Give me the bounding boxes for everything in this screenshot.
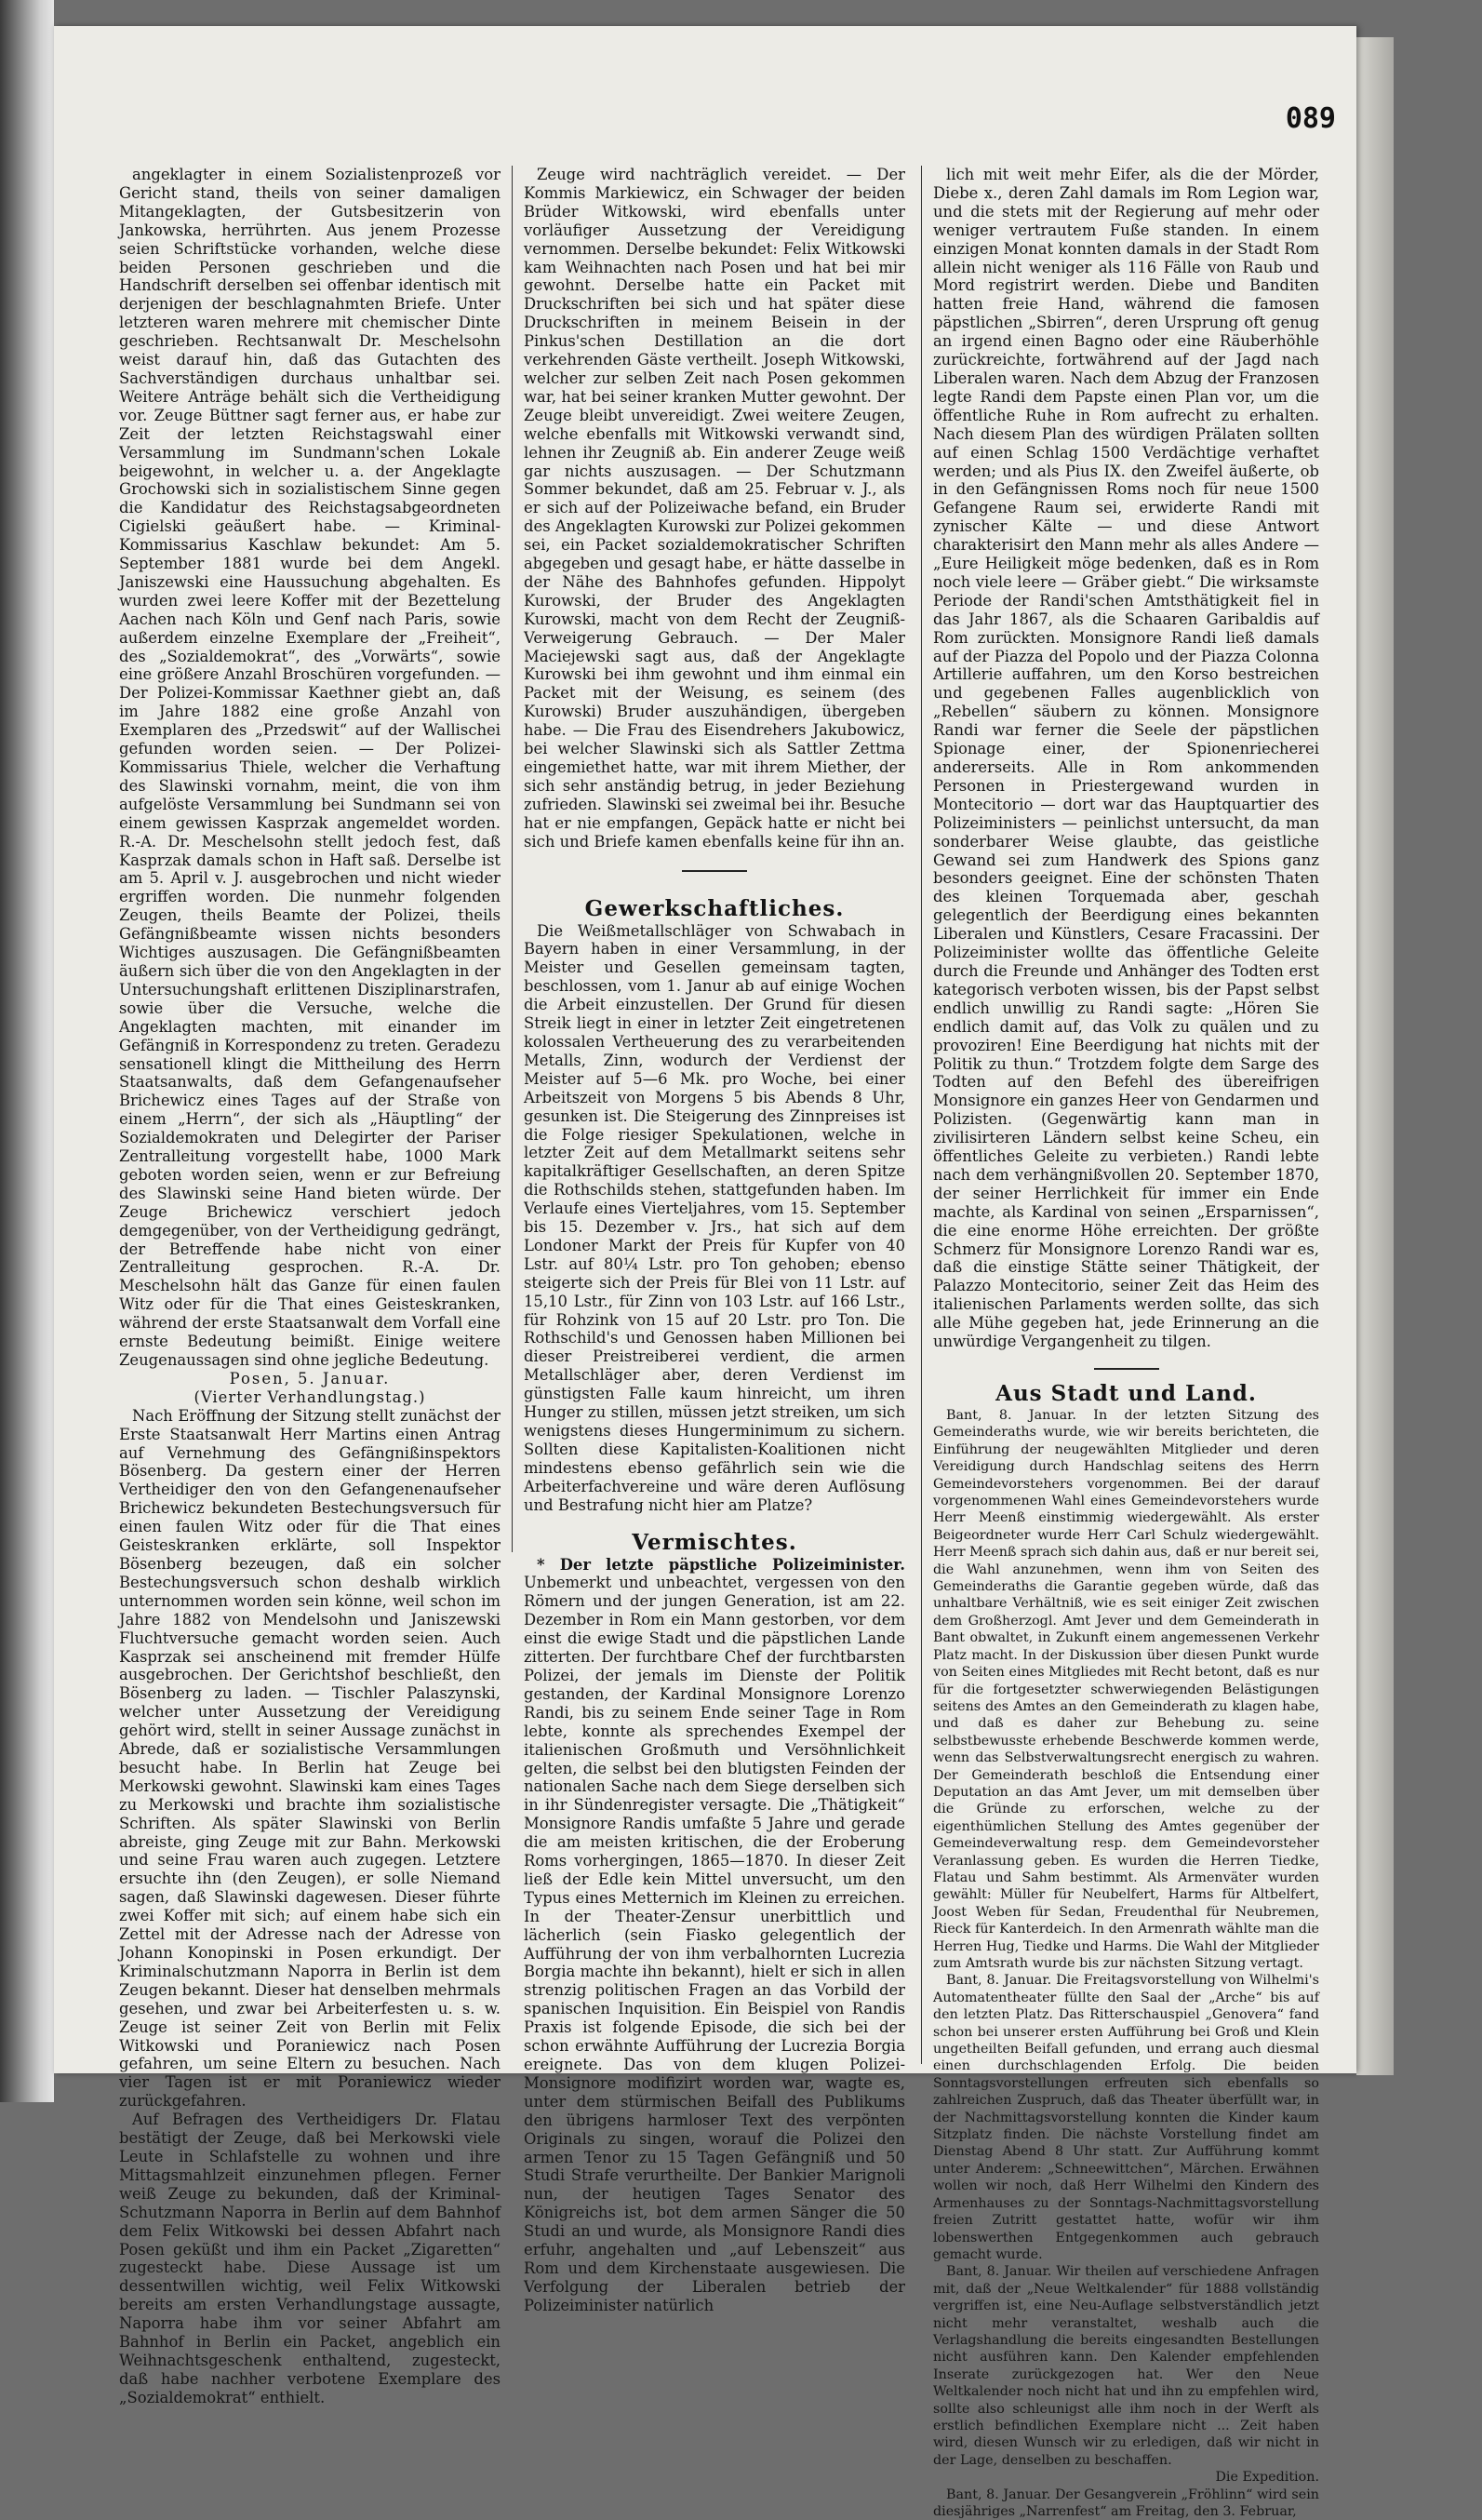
dateline: Posen, 5. Januar. — [229, 1369, 391, 1387]
column-rule — [512, 166, 513, 1552]
article-paragraph: Die Weißmetallschläger von Schwabach in Bayern haben in einer Versammlung, in der Meister und Gesellen gemeinsam tagten, beschlossen, vom 1. Janur ab auf einige Wochen die Arbeit einzustellen. Der Grund für diesen Streik liegt in einer in letzter Zeit eingetretenen kolossalen Vertheuerung des zu verarbeitenden Metalls, Zinn, wodurch der Verdienst der Meister auf 5—6 Mk. pro Woche, bei einer Arbeitszeit von Morgens 5 bis Abends 8 Uhr, gesunken ist. Die Steigerung des Zinnpreises ist die Folge riesiger Spekulationen, welche in letzter Zeit auf dem Metallmarkt seitens sehr kapitalkräftiger Gesellschaften, an deren Spitze die Rothschilds stehen, stattgefunden haben. Im Verlaufe eines Vierteljahres, vom 15. September bis 15. Dezember v. Jrs., hat sich auf dem Londoner Markt der Preis für Kupfer von 40 Lstr. auf 80¼ Lstr. pro Ton gehoben; ebenso steigerte sich der Preis für Blei von 11 Lstr. auf 15,10 Lstr., für Zinn von 103 Lstr. auf 166 Lstr., für Rohzink von 15 auf 20 Lstr. pro Ton. Die Rothschild's und Genossen haben Millionen bei dieser Preistreiberei verdient, die armen Metallschläger aber, deren Verdienst im günstigsten Falle kaum hinreicht, um ihren Hunger zu stillen, müssen jetzt streiken, um sich wenigstens dieses Hungerminimum zu sichern. Sollten diese Kapitalisten-Koalitionen nicht mindestens ebenso gefährlich sein wie die Arbeiterfachvereine und wäre deren Auflösung und Bestrafung nicht hier am Platze? — [524, 921, 905, 1514]
article-paragraph: Zeuge wird nachträglich vereidet. — Der Kommis Markiewicz, ein Schwager der beiden Brüder Witkowski, wird ebenfalls unter vorläufiger Aussetzung der Vereidigung vernommen. Derselbe bekundet: Felix Witkowski kam Weihnachten nach Posen und hat bei mir gewohnt. Derselbe hatte ein Packet mit Druckschriften bei sich und hat später diese Druckschriften in meinem Beisein in der Pinkus'schen Destillation an die dort verkehrenden Gäste vertheilt. Joseph Witkowski, welcher zur selben Zeit nach Posen gekommen war, hat bei seiner kranken Mutter gewohnt. Der Zeuge bleibt unvereidigt. Zwei weitere Zeugen, welche ebenfalls mit Witkowski verwandt sind, lehnen ihr Zeugniß ab. Ein anderer Zeuge weiß gar nichts auszusagen. — Der Schutzmann Sommer bekundet, daß am 25. Februar v. J., als er sich auf der Polizeiwache befand, ein Bruder des Angeklagten Kurowski zur Polizei gekommen sei, ein Packet sozialdemokratischer Schriften abgegeben und gesagt habe, er hätte dasselbe in der Nähe des Bahnhofes gefunden. Hippolyt Kurowski, der Bruder des Angeklagten Kurowski, macht von dem Recht der Zeugniß-Verweigerung Gebrauch. — Der Maler Maciejewski sagt aus, daß der Angeklagte Kurowski bei ihm gewohnt und ihm einmal ein Packet mit der Weisung, es seinem (des Kurowski) Bruder auszuhändigen, übergeben habe. — Die Frau des Eisendrehers Jakubowicz, bei welcher Slawinski sich als Sattler Zettma eingemiethet hatte, war mit ihrem Miether, der sich sehr anständig betrug, in jeder Beziehung zufrieden. Slawinski sei zweimal bei ihr. Besuche hat er nie empfangen, Gepäck hatte er nicht bei sich und Briefe kamen ebenfalls keine für ihn an. — [524, 166, 905, 851]
section-title-vermischtes: Vermischtes. — [632, 1529, 797, 1555]
newspaper-page — [54, 26, 1356, 2519]
article-paragraph: lich mit weit mehr Eifer, als die der Mörder, Diebe x., deren Zahl damals im Rom Legion war, und die stets mit der Regierung auf mehr oder weniger vertrautem Fuße standen. In einem einzigen Monat konnten damals in der Stadt Rom allein nicht weniger als 116 Fälle von Raub und Mord registrirt werden. Diebe und Banditen hatten freie Hand, während die famosen päpstlichen „Sbirren“, deren Ursprung oft genug an irgend einen Bagno oder eine Räuberhöhle zurückreichte, fortwährend auf der Jagd nach Liberalen waren. Nach dem Abzug der Franzosen legte Randi dem Papste einen Plan vor, um die öffentliche Ruhe in Rom aufrecht zu erhalten. Nach diesem Plan des würdigen Prälaten sollten auf einen Schlag 1500 Verdächtige verhaftet werden; und als Pius IX. den Zweifel äußerte, ob in den Gefängnissen Roms noch für neue 1500 Gefangene Raum sei, erwiderte Randi mit zynischer Kälte — und diese Antwort charakterisirt den Mann mehr als alles Andere — „Eure Heiligkeit möge bedenken, daß es in Rom noch viele leere — Gräber giebt.“ Die wirksamste Periode der Randi'schen Amtsthätigkeit fiel in das Jahr 1867, als die Schaaren Garibaldis auf Rom zurückten. Monsignore Randi ließ damals auf der Piazza del Popolo und der Piazza Colonna Artillerie auffahren, um den Korso bestreichen und gegebenen Falles augenblicklich von „Rebellen“ säubern zu können. Monsignore Randi war ferner die Seele der päpstlichen Spionage einer, der Spionenriecherei andererseits. Alle in Rom ankommenden Personen in Priestergewand wurden in Montecitorio — dort war das Hauptquartier des Polizeiministers — peinlichst untersucht, da man sonderbarer Weise glaubte, das geistliche Gewand sei zum Handwerk des Spions ganz besonders geeignet. Eine der schönsten Thaten des kleinen Torquemada aber, geschah gelegentlich der Beerdigung eines bekannten Liberalen und Künstlers, Cesare Fracassini. Der Polizeiminister wollte das öffentliche Geleite durch die Freunde und Anhänger des Todten erst kategorisch verboten wissen, bis der Papst selbst endlich unwillig zu Randi sagte: „Hören Sie endlich damit auf, das Volk zu quälen und zu provoziren! Eine Beerdigung hat nichts mit der Politik zu thun.“ Trotzdem folgte dem Sarge des Todten auf den Befehl des übereifrigen Monsignore ein ganzes Heer von Gendarmen und Polizisten. (Gegenwärtig kann man in zivilisirteren Ländern selbst keine Scheu, ein öffentliches Geleite zu verbieten.) Randi lebte nach dem verhängnißvollen 20. September 1870, der seiner Herrlichkeit für immer ein Ende machte, als Kardinal von seinen „Ersparnissen“, die eine enorme Höhe erreichten. Der größte Schmerz für Monsignore Lorenzo Randi war es, daß die einstige Stätte seiner Thätigkeit, der Palazzo Montecitorio, seiner Zeit das Heim des italienischen Parlaments werden sollte, das sich alle Mühe gegeben hat, jede Erinnerung an die unwürdige Vergangenheit zu tilgen. — [933, 166, 1319, 1351]
section-divider — [1094, 1368, 1159, 1370]
page-number: 089 — [1285, 102, 1336, 135]
article-paragraph: Auf Befragen des Vertheidigers Dr. Flatau bestätigt der Zeuge, daß bei Merkowski viele Leute in Schlafstelle zu wohnen und ihre Mittagsmahlzeit einzunehmen pflegen. Ferner weiß Zeuge zu bekunden, daß der Kriminal-Schutzmann Naporra in Berlin auf dem Bahnhof dem Felix Witkowski bei dessen Abfahrt nach Posen geküßt und ihm ein Packet „Zigaretten“ zugesteckt habe. Diese Aussage ist um dessentwillen wichtig, weil Felix Witkowski bereits am ersten Verhandlungstage aussagte, Naporra habe ihm vor seiner Abfahrt am Bahnhof in Berlin ein Packet, angeblich ein Weihnachtsgeschenk enthaltend, zugesteckt, daß habe nachher verbotene Exemplare des „Sozialdemokrat“ enthielt. — [119, 2111, 501, 2406]
local-news — [933, 1407, 1319, 2520]
article-text: Unbemerkt und unbeachtet, vergessen von den Römern und der jungen Generation, ist am 22. Dezember in Rom ein Mann gestorben, vor dem einst die ewige Stadt und die päpstlichen Lande zitterten. Der furchtbare Chef der furchtbarsten Polizei, der jemals im Dienste der Politik gestanden, der Kardinal Monsignore Lorenzo Randi, bis zu seinem Ende seiner Tage in Rom lebte, konnte als sprechendes Exempel der italienischen Großmuth und Versöhnlichkeit gelten, die selbst bei den blutigsten Feinden der nationalen Sache nach dem Siege derselben sich in ihr Sündenregister versagte. Die „Thätigkeit“ Monsignore Randis umfaßte 5 Jahre und gerade die am meisten kritischen, die der Eroberung Roms vorhergingen, 1865—1870. In dieser Zeit ließ der Edle kein Mittel unversucht, um den Typus eines Metternich im Kleinen zu erreichen. In der Theater-Zensur unerbittlich und lächerlich (sein Fiasko gelegentlich der Aufführung der von ihm verbalhornten Lucrezia Borgia machte ihn bekannt), hielt er sich in allen strenzig politischen Fragen an das Vorbild der spanischen Inquisition. Ein Beispiel von Randis Praxis ist folgende Episode, die sich bei der schon erwähnte Aufführung der Lucrezia Borgia ereignete. Das von dem klugen Polizei-Monsignore modifizirt worden war, wagte es, unter dem stürmischen Beifall des Publikums den übrigens harmloser Text des verpönten Originals zu singen, worauf die Polizei den armen Tenor zu 15 Tagen Gefängniß und 50 Studi Strafe verurtheilte. Der Bankier Marignoli nun, der heutigen Tages Senator des Königreichs ist, bot dem armen Sänger die 50 Studi an und wurde, als Monsignore Randi dies erfuhr, angehalten und „auf Lebenszeit“ aus Rom und dem Kirchenstaate ausgewiesen. Die Verfolgung der Liberalen betrieb der Polizeiminister natürlich — [524, 1574, 905, 2314]
article-paragraph: Nach Eröffnung der Sitzung stellt zunächst der Erste Staatsanwalt Herr Martins einen Antrag auf Vernehmung des Gefängnißinspektors Bösenberg. Da gestern einer der Herren Vertheidiger den von den Gefangenenaufseher Brichewicz bekundeten Bestechungsversuch für einen faulen Witz oder für die That eines Geisteskranken erklärte, soll Inspektor Bösenberg bezeugen, daß ein solcher Bestechungsversuch schon deshalb wirklich unternommen worden sein könne, weil schon im Jahre 1882 von Mendelsohn und Janiszewski Fluchtversuche gemacht worden seien. Auch Kasprzak sei anscheinend mit fremder Hülfe ausgebrochen. Der Gerichtshof beschließt, den Bösenberg zu laden. — Tischler Palaszynski, welcher unter Aussetzung der Vereidigung gehört wird, stellt in seiner Aussage zunächst in Abrede, daß er sozialistische Versammlungen besucht habe. In Berlin hat Zeuge bei Merkowski gewohnt. Slawinski kam eines Tages zu Merkowski und brachte ihm sozialistische Schriften. Als später Slawinski von Berlin abreiste, ging Zeuge mit zur Bahn. Merkowski und seine Frau waren auch zugegen. Letztere ersuchte ihn (den Zeugen), er solle Niemand sagen, daß Slawinski dagewesen. Dieser führte zwei Koffer mit sich; auf einem habe sich ein Zettel mit der Adresse nach der Adresse von Johann Konopinski in Posen erkundigt. Der Kriminalschutzmann Naporra in Berlin ist dem Zeugen bekannt. Dieser hat denselben mehrmals gesehen, und zwar bei Arbeiterfesten u. s. w. Zeuge ist seiner Zeit von Berlin mit Felix Witkowski und Poraniewicz nach Posen gefahren, um seine Eltern zu besuchen. Nach vier Tagen ist er mit Poraniewicz wieder zurückgefahren. — [119, 1406, 501, 2111]
page-edge — [1356, 37, 1394, 2075]
article-paragraph: angeklagter in einem Sozialistenprozeß vor Gericht stand, theils von seiner damaligen Mitangeklagten, der Gutsbesitzerin von Jankowska, herrührten. Aus jenem Prozesse seien Schriftstücke vorhanden, welche diese beiden Personen geschrieben und die Handschrift derselben sei offenbar identisch mit derjenigen der beschlagnahmten Briefe. Unter letzteren waren mehrere mit chemischer Dinte geschrieben. Rechtsanwalt Dr. Meschelsohn weist darauf hin, daß das Gutachten des Sachverständigen durchaus unhaltbar sei. Weitere Anträge behält sich die Vertheidigung vor. Zeuge Büttner sagt ferner aus, er habe zur Zeit der letzten Reichstagswahl einer Versammlung im Sundmann'schen Lokale beigewohnt, in welcher u. a. der Angeklagte Grochowski sich in sozialistischem Sinne gegen die Kandidatur des Reichstagsabgeordneten Cigielski geäußert habe. — Kriminal-Kommissarius Kaschlaw bekundet: Am 5. September 1881 wurde bei dem Angekl. Janiszewski eine Haussuchung abgehalten. Es wurden zwei leere Koffer mit der Bezettelung Aachen nach Köln und Genf nach Paris, sowie außerdem einzelne Exemplare der „Freiheit“, des „Sozialdemokrat“, des „Vorwärts“, sowie eine größere Anzahl Broschüren vorgefunden. — Der Polizei-Kommissar Kaethner giebt an, daß im Jahre 1882 eine große Anzahl von Exemplaren des „Przedswit“ auf der Wallischei gefunden worden seien. — Der Polizei-Kommissarius Thiele, welcher die Verhaftung des Slawinski vornahm, meint, die von ihm aufgelöste Versammlung bei Sundmann sei von einem gewissen Kasprzak angemeldet worden. R.-A. Dr. Meschelsohn stellt jedoch fest, daß Kasprzak damals schon in Haft saß. Derselbe ist am 5. April v. J. ausgebrochen und nicht wieder ergriffen worden. Die nunmehr folgenden Zeugen, theils Beamte der Polizei, theils Gefängnißbeamte wissen nichts besonders Wichtiges auszusagen. Die Gefängnißbeamten äußern sich über die von den Angeklagten in der Untersuchungshaft erlittenen Disziplinarstrafen, sowie über die Versuche, welche die Angeklagten machten, mit einander im Gefängniß in Korrespondenz zu treten. Geradezu sensationell klingt die Mittheilung des Herrn Staatsanwalts, daß dem Gefangenaufseher Brichewicz eines Tages auf der Straße von einem „Herrn“, der sich als „Häuptling“ der Sozialdemokraten und Delegirter der Pariser Zentralleitung vorgestellt habe, 1000 Mark geboten worden seien, wenn er zur Befreiung des Slawinski seine Hand bieten würde. Der Zeuge Brichewicz verschiert jedoch demgegenüber, von der Vertheidigung gedrängt, der Betreffende habe nicht von einer Zentralleitung gesprochen. R.-A. Dr. Meschelsohn hält das Ganze für einen faulen Witz oder für die That eines Geisteskranken, während der erste Staatsanwalt dem Vorfall eine ernste Bedeutung beimißt. Einige weitere Zeugenaussagen sind ohne jegliche Bedeutung. — [119, 166, 501, 1369]
column-rule — [921, 166, 922, 2064]
news-item: Bant, 8. Januar. In der letzten Sitzung des Gemeinderaths wurde, wie wir bereits berichteten, die Einführung der neugewählten Mitglieder und deren Vereidigung durch Handschlag seitens des Herrn Gemeindevorstehers vorgenommen. Bei der darauf vorgenommenen Wahl eines Gemeindevorstehers wurde Herr Meenß einstimmig wiedergewählt. Als erster Beigeordneter wurde Herr Carl Schulz wiedergewählt. Herr Meenß sprach sich dahin aus, daß er nur bereit sei, die Wahl anzunehmen, wenn ihm von Seiten des Gemeinderaths die Garantie gegeben würde, daß das unhaltbare Verhältniß, wie es seit einiger Zeit zwischen dem Großherzogl. Amt Jever und dem Gemeinderath in Bant obwaltet, in Zukunft einem angemessenen Verkehr Platz macht. In der Diskussion über diesen Punkt wurde von Seiten eines Mitgliedes mit Recht betont, daß es nur für die fortgesetzter schwerwiegenden Belästigungen seitens des Amtes an den Gemeinderath zu klagen habe, und daß es daher zur Behebung zu. seine selbstbewusste erhebende Beschwerde kommen werde, wenn das Selbstverwaltungsrecht energisch zu wahren. Der Gemeinderath beschloß die Entsendung einer Deputation an das Amt Jever, um mit demselben über die Gründe zu erforschen, welche zu der eigenthümlichen Stellung des Amtes gegenüber der Gemeindeverwaltung resp. dem Gemeindevorsteher Veranlassung geben. Es wurden die Herren Tiedke, Flatau und Sahm bestimmt. Als Armenväter wurden gewählt: Müller für Neubelfert, Harms für Altbelfert, Joost Weben für Sedan, Freudenthal für Neubremen, Rieck für Kanterdeich. In den Armenrath wählte man die Herren Hug, Tiedke und Harms. Die Wahl der Mitglieder zum Amtsrath wurde bis zur nächsten Sitzung vertagt. — [933, 1408, 1319, 1971]
section-title-gewerkschaftliches: Gewerkschaftliches. — [584, 895, 845, 921]
spacer — [524, 1515, 905, 1530]
signature: Die Expedition. — [1215, 2470, 1319, 2486]
column-3 — [933, 166, 1319, 2519]
subheading: (Vierter Verhandlungstag.) — [194, 1387, 426, 1406]
news-item: Bant, 8. Januar. Die Freitagsvorstellung von Wilhelmi's Automatentheater füllte den Saal der „Arche“ bis auf den letzten Platz. Das Ritterschauspiel „Genovera“ fand schon bei unserer ersten Aufführung bei Groß und Klein ungetheilten Beifall gefunden, und errang auch diesmal einen durchschlagenden Erfolg. Die beiden Sonntagsvorstellungen erfreuten sich ebenfalls so zahlreichen Zuspruch, daß das Theater überfüllt war, in der Nachmittagsvorstellung konnten die Kinder kaum Sitzplatz finden. Die nächste Vorstellung findet am Dienstag Abend 8 Uhr statt. Zur Aufführung kommt unter Anderem: „Schneewittchen“, Märchen. Erwähnen wollen wir noch, daß Herr Wilhelmi den Kindern des Armenhauses zu der Sonntags-Nachmittagsvorstellung freien Zutritt gestattet hatte, wofür wir ihm lobenswerthen Entgegenkommen auch gebrauch gemacht wurde. — [933, 1973, 1319, 2262]
news-item: Bant, 8. Januar. Wir theilen auf verschiedene Anfragen mit, daß der „Neue Weltkalender“ für 1888 vollständig vergriffen ist, eine Neu-Auflage selbstverständlich jetzt nicht mehr veranstaltet, weshalb auch die Verlagshandlung die bereits eingesandten Bestellungen nicht ausführen kann. Den Kalender empfehlenden Inserate zurückgezogen hat. Wer den Neue Weltkalender noch nicht hat und ihn zu empfehlen wird, sollte also schleunigst alle ihm noch in der Werft als erstlich befindlichen Exemplare nicht ... Zeit haben wird, diesen Wunsch wir zu erledigen, daß wir nicht in der Lage, denselben zu beschaffen. — [933, 2264, 1319, 2468]
section-title-aus-stadt-und-land: Aus Stadt und Land. — [995, 1381, 1257, 1406]
column-1 — [119, 166, 501, 2406]
column-2 — [524, 166, 905, 2314]
book-binding — [0, 0, 54, 2102]
section-divider — [682, 870, 747, 872]
article-lead: * Der letzte päpstliche Polizeiminister. — [537, 1555, 905, 1574]
news-item: Bant, 8. Januar. Der Gesangverein „Fröhlinn“ wird sein diesjähriges „Narrenfest“ am Freitag, den 3. Februar, — [933, 2486, 1319, 2519]
